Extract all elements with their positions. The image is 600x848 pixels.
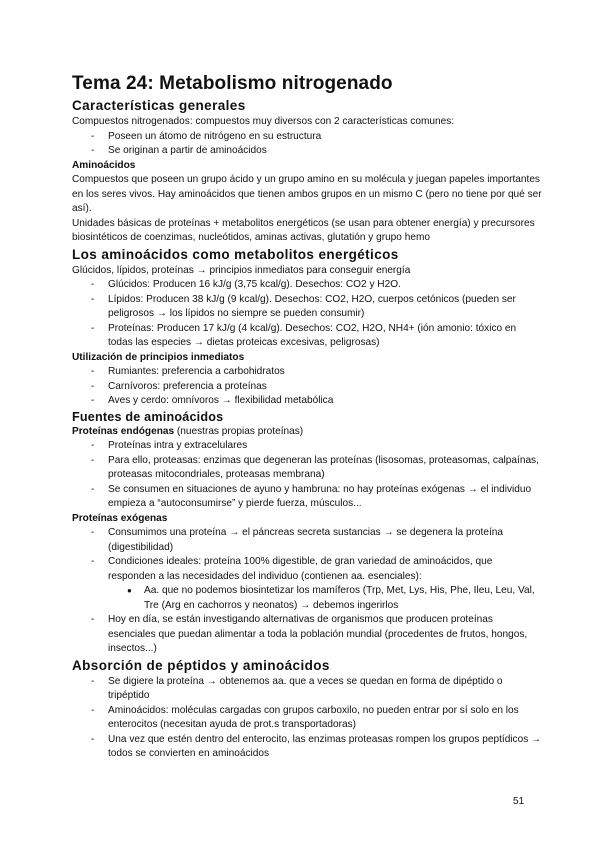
list-item: - Proteínas intra y extracelulares bbox=[108, 439, 542, 454]
list-item: - Rumiantes: preferencia a carbohidratos bbox=[108, 365, 542, 380]
dash-list bbox=[72, 439, 542, 512]
list-item: - Glúcidos: Producen 16 kJ/g (3,75 kcal/g). Desechos: CO2 y H2O. bbox=[108, 278, 542, 293]
section-heading-metabolitos: Los aminoácidos como metabolitos energéticos bbox=[72, 246, 399, 262]
list-item: - Consumimos una proteína → el páncreas secreta sustancias → se degenera la proteína (digestibilidad) bbox=[108, 526, 542, 555]
subheading-aminoacidos: Aminoácidos bbox=[72, 159, 136, 171]
dash-list bbox=[72, 130, 542, 159]
dash-list bbox=[72, 278, 542, 351]
list-item: - Para ello, proteasas: enzimas que degeneran las proteínas (lisosomas, proteasomas, calpaínas, proteasas mitocondriales, proteasas membrana) bbox=[108, 454, 542, 483]
endogenas-label: Proteínas endógenas bbox=[72, 425, 175, 437]
list-item: - Poseen un átomo de nitrógeno en su estructura bbox=[108, 130, 542, 145]
list-item: - Hoy en día, se están investigando alternativas de organismos que producen proteínas esenciales que puedan alimentar a toda la población mundial (procedentes de frutos, hongos, insectos...) bbox=[108, 613, 542, 657]
list-item: - Lípidos: Producen 38 kJ/g (9 kcal/g). Desechos: CO2, H2O, cuerpos cetónicos (pueden ser peligrosos → los lípidos no siempre se pueden consumir) bbox=[108, 293, 542, 322]
endogenas-note: (nuestras propias proteínas) bbox=[174, 425, 304, 437]
list-item: - Aves y cerdo: omnívoros → flexibilidad metabólica bbox=[108, 394, 542, 409]
list-item bbox=[108, 555, 542, 613]
list-item: - Proteínas: Producen 17 kJ/g (4 kcal/g). Desechos: CO2, H2O, NH4+ (ión amonio: tóxico en todas las especies → dietas proteicas excesivas, peligrosas) bbox=[108, 322, 542, 351]
list-item: - Se digiere la proteína → obtenemos aa. que a veces se quedan en forma de dipéptido o tripéptido bbox=[108, 675, 542, 704]
dash-list bbox=[72, 365, 542, 409]
bullet-item: ● Aa. que no podemos biosintetizar los mamíferos (Trp, Met, Lys, His, Phe, Ileu, Leu, Val, Tre (Arg en cachorros y neonatos) → debemos ingerirlos bbox=[144, 584, 542, 613]
list-item: - Carnívoros: preferencia a proteínas bbox=[108, 380, 542, 395]
section-heading-caracteristicas: Características generales bbox=[72, 98, 246, 113]
paragraph: Glúcidos, lípidos, proteínas → principios inmediatos para conseguir energía bbox=[72, 264, 411, 276]
paragraph-endogenas bbox=[72, 425, 542, 440]
paragraph: Unidades básicas de proteínas + metabolitos energéticos (se usan para obtener energía) y precursores biosintéticos de coenzimas, nucleótidos, aminas activas, glutatión y grupo hemo bbox=[72, 217, 535, 243]
paragraph: Compuestos nitrogenados: compuestos muy diversos con 2 características comunes: bbox=[72, 116, 455, 127]
dash-list bbox=[72, 526, 542, 657]
bullet-list bbox=[108, 584, 542, 613]
list-item: - Una vez que estén dentro del enterocito, las enzimas proteasas rompen los grupos peptídicos → todos se convierten en aminoácidos bbox=[108, 733, 542, 762]
section-heading-fuentes: Fuentes de aminoácidos bbox=[72, 409, 224, 424]
subheading-utilizacion: Utilización de principios inmediatos bbox=[72, 351, 245, 363]
page-title: Tema 24: Metabolismo nitrogenado bbox=[72, 73, 393, 94]
page-number: 51 bbox=[513, 796, 525, 807]
list-item: - Aminoácidos: moléculas cargadas con grupos carboxilo, no pueden entrar por sí solo en los enterocitos (necesitan ayuda de prot.s transportadoras) bbox=[108, 704, 542, 733]
list-item: - Se consumen en situaciones de ayuno y hambruna: no hay proteínas exógenas → el individuo empieza a “autoconsumirse” y pierde fuerza, músculos... bbox=[108, 483, 542, 512]
page-content bbox=[72, 72, 542, 762]
list-item-text: Condiciones ideales: proteína 100% digestible, de gran variedad de aminoácidos, que responden a las necesidades del individuo (contienen aa. esenciales): bbox=[108, 556, 493, 582]
subheading-exogenas: Proteínas exógenas bbox=[72, 512, 168, 524]
list-item: - Se originan a partir de aminoácidos bbox=[108, 144, 542, 159]
dash-list bbox=[72, 675, 542, 762]
paragraph: Compuestos que poseen un grupo ácido y un grupo amino en su molécula y juegan papeles importantes en los seres vivos. Hay aminoácidos que tienen ambos grupos en un mismo C (pero no tiene por qué ser así). bbox=[72, 174, 542, 214]
section-heading-absorcion: Absorción de péptidos y aminoácidos bbox=[72, 657, 330, 673]
